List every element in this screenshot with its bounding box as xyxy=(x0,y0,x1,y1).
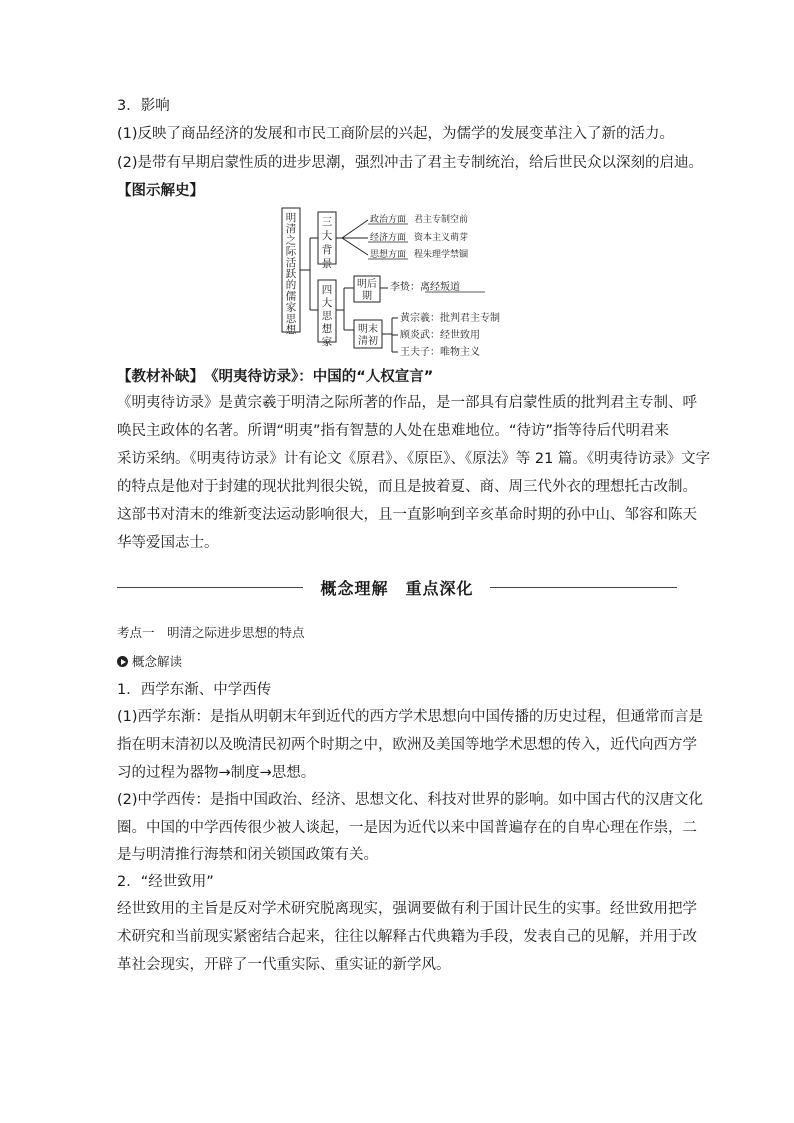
influence-paragraph-1: (1)反映了商品经济的发展和市民工商阶层的兴起，为儒学的发展变革注入了新的活力。 xyxy=(117,126,675,142)
supplement-line: 华等爱国志士。 xyxy=(117,535,219,551)
kaodian-p1-line: (1)西学东渐：是指从明朝末年到近代的西方学术思想向中国传播的历史过程，但通常而言是 xyxy=(117,709,704,725)
kaodian-p3-line: 革社会现实，开辟了一代重实际、重实证的新学风。 xyxy=(117,957,451,973)
ming-qing-item: 黄宗羲：批判君主专制 xyxy=(400,313,500,324)
kaodian-p2-line: 是与明清推行海禁和闭关锁国政策有关。 xyxy=(117,847,378,863)
late-ming-item: 李贽：离经叛道 xyxy=(390,282,460,293)
supplement-line: 唤民主政体的名著。所谓“明夷”指有智慧的人处在患难地位。“待访”指等待后代明君来 xyxy=(117,423,670,439)
late-ming-line1: 明后 xyxy=(357,279,377,290)
kaodian-subtitle: 概念解读 xyxy=(117,652,182,672)
ming-qing-item: 王夫子：唯物主义 xyxy=(400,347,480,358)
kaodian-heading-1: 1．西学东渐、中学西传 xyxy=(117,682,272,698)
background-item-value: 程朱理学禁锢 xyxy=(414,250,469,260)
section-title: 概念理解 重点深化 xyxy=(0,576,794,599)
kaodian-p3-line: 术研究和当前现实紧密结合起来，往往以解释古代典籍为手段，发表自己的见解，并用于改 xyxy=(117,929,697,945)
ming-qing-item: 顾炎武：经世致用 xyxy=(400,330,480,341)
ming-qing-items xyxy=(400,311,500,358)
ming-qing-line1: 明末 xyxy=(358,324,378,335)
late-ming-line2: 期 xyxy=(362,291,372,302)
influence-paragraph-2: (2)是带有早期启蒙性质的进步思潮，强烈冲击了君主专制统治，给后世民众以深刻的启迪。 xyxy=(117,155,704,171)
kaodian-p1-line: 指在明末清初以及晚清民初两个时期之中，欧洲及美国等地学术思想的传入，近代向西方学 xyxy=(117,737,697,753)
diagram-label: 【图示解史】 xyxy=(117,183,204,199)
background-box-text: 三大背景 xyxy=(321,216,333,270)
supplement-line: 这部书对清末的维新变法运动影响很大，且一直影响到辛亥革命时期的孙中山、邹容和陈天 xyxy=(117,507,697,523)
supplement-line: 《明夷待访录》是黄宗羲于明清之际所著的作品，是一部具有启蒙性质的批判君主专制、呼 xyxy=(117,395,697,411)
kaodian-p2-line: 圈。中国的中学西传很少被人谈起，一是因为近代以来中国普遍存在的自卑心理在作祟，二 xyxy=(117,820,697,836)
background-item-key: 政治方面 xyxy=(370,215,407,225)
kaodian-heading-2: 2．“经世致用” xyxy=(117,874,214,890)
background-items xyxy=(368,213,468,260)
section-heading-influence: 3．影响 xyxy=(117,98,170,114)
ming-qing-line2: 清初 xyxy=(358,336,378,347)
root-text: 明清之际活跃的儒家思想 xyxy=(285,212,297,336)
background-item-key: 经济方面 xyxy=(370,233,407,243)
kaodian-title: 考点一 明清之际进步思想的特点 xyxy=(117,625,305,640)
kaodian-p2-line: (2)中学西传：是指中国政治、经济、思想文化、科技对世界的影响。如中国古代的汉唐文化 xyxy=(117,792,704,808)
mind-map-diagram xyxy=(280,206,520,362)
background-item-key: 思想方面 xyxy=(370,250,407,260)
kaodian-p3-line: 经世致用的主旨是反对学术研究脱离现实，强调要做有利于国计民生的实事。经世致用把学 xyxy=(117,901,697,917)
thinkers-box-text: 四大思想家 xyxy=(321,284,333,348)
supplement-title: 【教材补缺】 《明夷待访录》：中国的“人权宣言” xyxy=(117,369,434,385)
background-item-value: 资本主义萌芽 xyxy=(414,233,469,243)
supplement-line: 采访采纳。《明夷待访录》计有论文《原君》、《原臣》、《原法》等 21 篇。《明夷待访录》文字 xyxy=(117,451,711,467)
play-circle-icon xyxy=(117,656,128,667)
kaodian-p1-line: 习的过程为器物→制度→思想。 xyxy=(117,765,316,781)
background-item-value: 君主专制空前 xyxy=(414,215,469,225)
supplement-line: 的特点是他对于封建的现状批判很尖锐，而且是披着夏、商、周三代外衣的理想托古改制。 xyxy=(117,479,697,495)
